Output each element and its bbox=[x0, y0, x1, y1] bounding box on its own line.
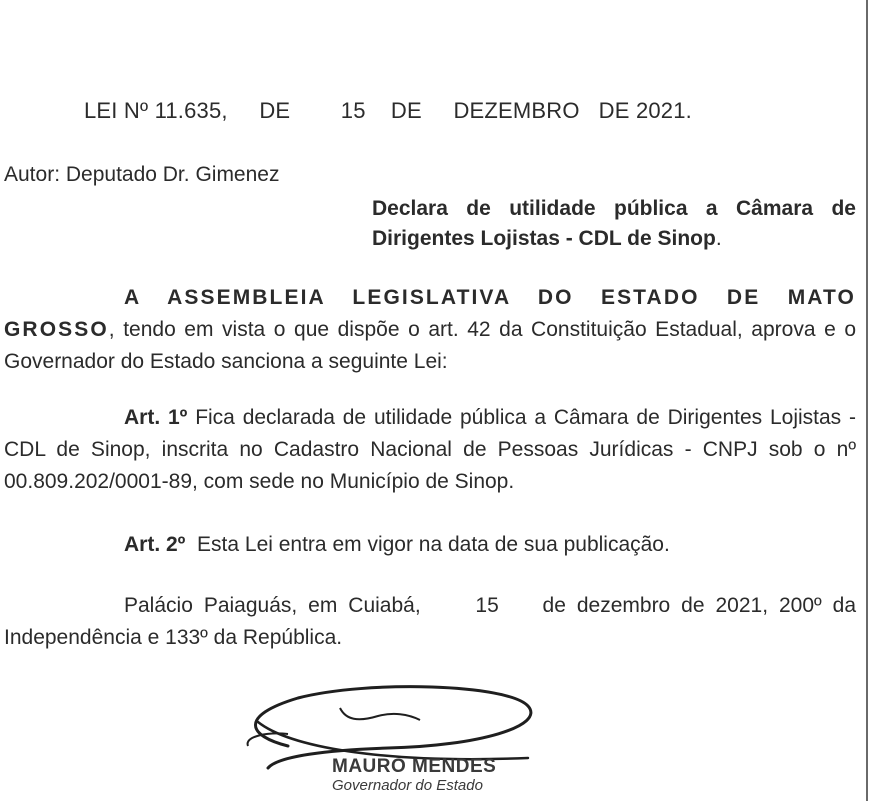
article-2-label: Art. 2º bbox=[124, 533, 186, 556]
closing-paragraph: Palácio Paiaguás, em Cuiabá, 15 de dezembro de 2021, 200º da Independência e 133º da República. bbox=[4, 594, 862, 649]
article-2: Art. 2º Esta Lei entra em vigor na data de sua publicação. bbox=[124, 533, 670, 556]
signatory-name: MAURO MENDES bbox=[332, 756, 497, 777]
ementa: Declara de utilidade pública a Câmara de Dirigentes Lojistas - CDL de Sinop. bbox=[372, 197, 856, 250]
page-right-border bbox=[866, 0, 868, 801]
signatory-role: Governador do Estado bbox=[332, 777, 483, 794]
preamble-bold: A ASSEMBLEIA LEGISLATIVA DO ESTADO DE MATO GROSSO bbox=[4, 286, 856, 341]
preamble-paragraph: A ASSEMBLEIA LEGISLATIVA DO ESTADO DE MATO GROSSO, tendo em vista o que dispõe o art. 42 da Constituição Estadual, aprova e o Governador do Estado sanciona a seguinte Lei: bbox=[4, 286, 856, 373]
article-1: Art. 1º Fica declarada de utilidade pública a Câmara de Dirigentes Lojistas - CDL de Sinop, inscrita no Cadastro Nacional de Pessoas Jurídicas - CNPJ sob o nº 00.809.202/0001-89, com sede no Município de Sinop. bbox=[4, 406, 856, 493]
signature-block bbox=[228, 676, 558, 801]
author-line: Autor: Deputado Dr. Gimenez bbox=[4, 163, 280, 186]
law-title: LEI Nº 11.635, DE 15 DE DEZEMBRO DE 2021. bbox=[84, 98, 692, 123]
article-1-label: Art. 1º bbox=[124, 406, 188, 429]
